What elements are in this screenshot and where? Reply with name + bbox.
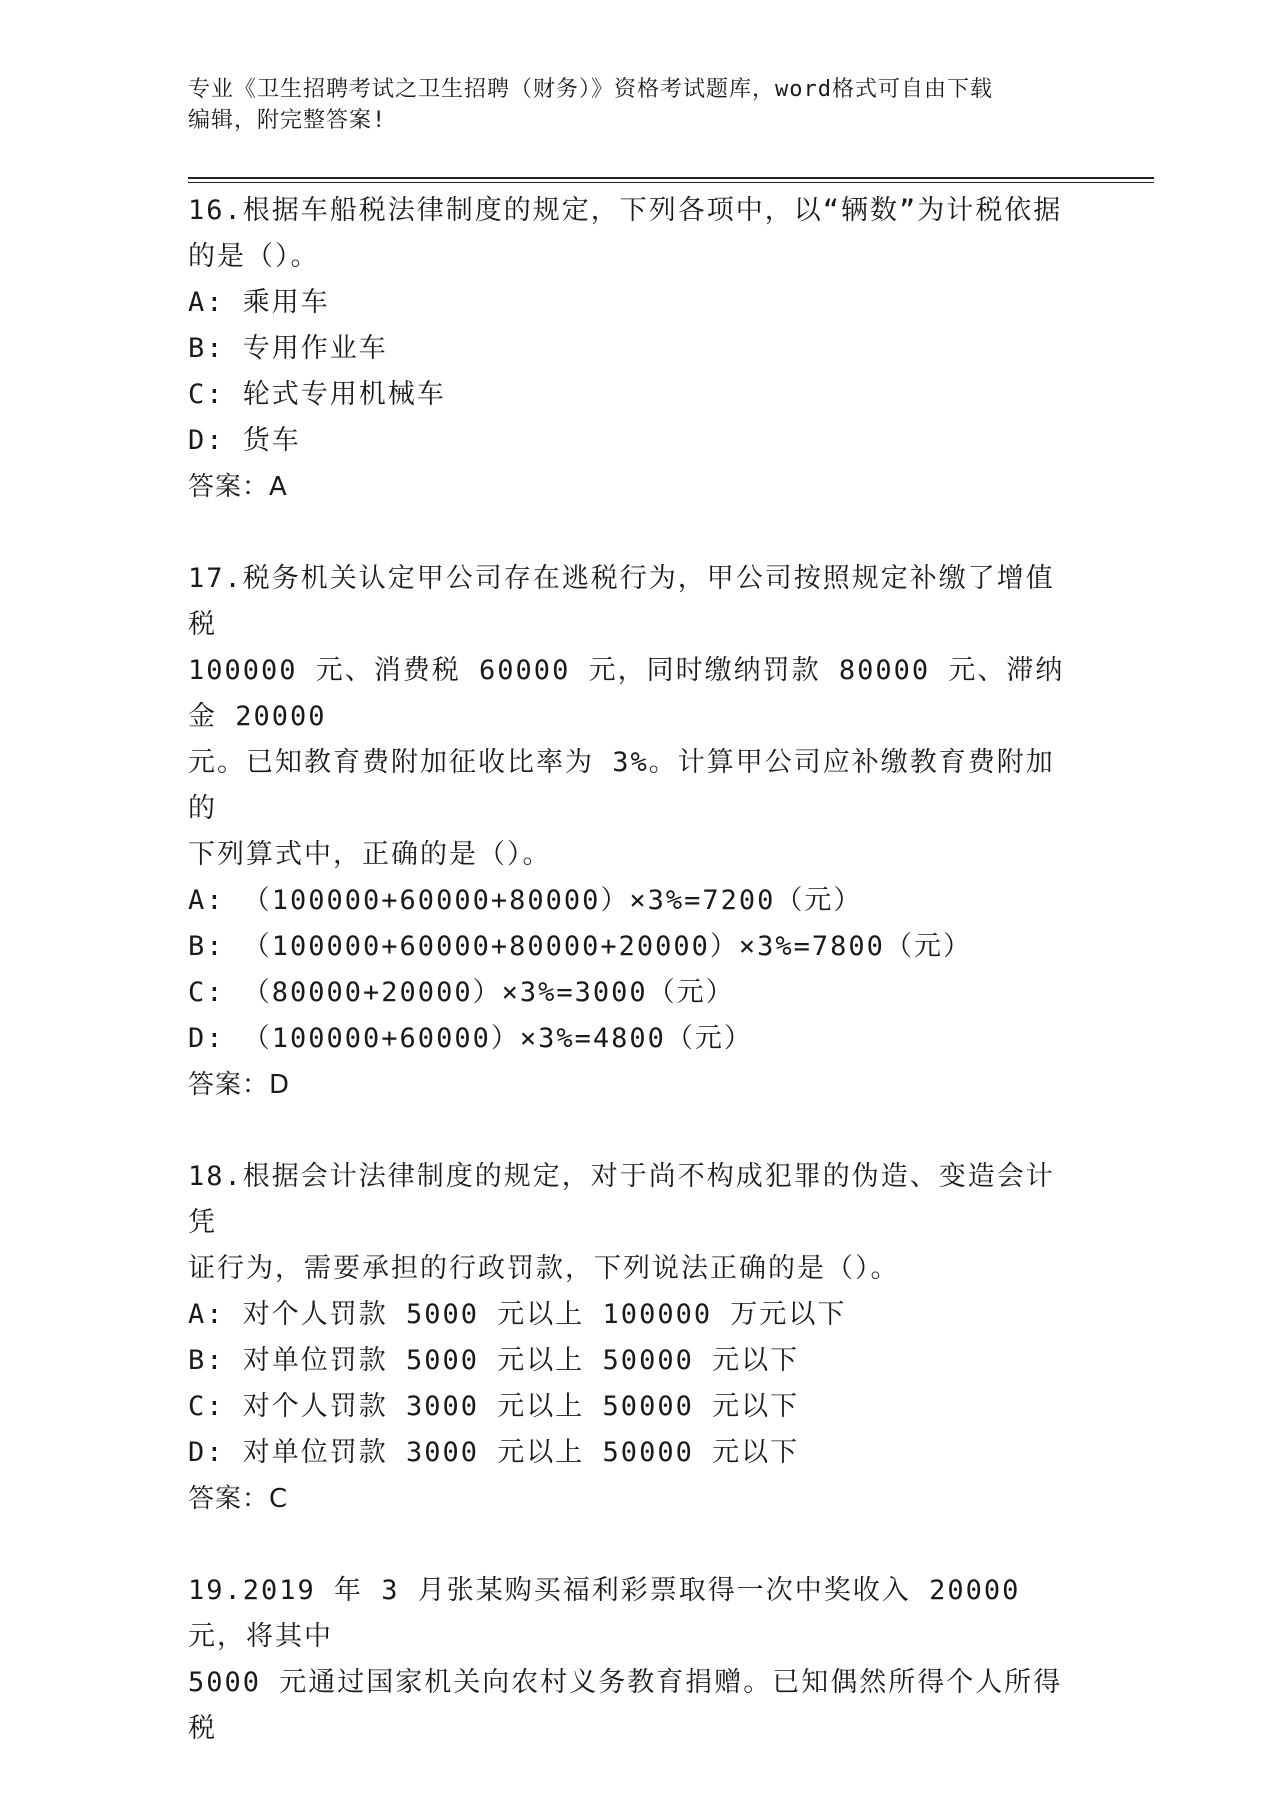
option-d: D: 货车 <box>188 425 301 456</box>
option-d: D: 对单位罚款 3000 元以上 50000 元以下 <box>188 1437 800 1468</box>
option-b: B: 专用作业车 <box>188 333 388 364</box>
question-stem-line: 的是（）。 <box>188 241 320 272</box>
question-stem-line: 16.根据车船税法律制度的规定，下列各项中，以“辆数”为计税依据 <box>188 195 1063 226</box>
question-18 <box>188 1154 1078 1522</box>
question-stem-line: 17.税务机关认定甲公司存在逃税行为，甲公司按照规定补缴了增值税 <box>188 563 1055 640</box>
question-stem-line: 下列算式中，正确的是（）。 <box>188 839 552 870</box>
answer-line: 答案：A <box>188 472 288 502</box>
option-b: B: （100000+60000+80000+20000）×3%=7800（元） <box>188 931 972 962</box>
option-a: A: （100000+60000+80000）×3%=7200（元） <box>188 885 863 916</box>
option-a: A: 乘用车 <box>188 287 330 318</box>
question-stem-line: 元。已知教育费附加征收比率为 3%。计算甲公司应补缴教育费附加的 <box>188 747 1055 824</box>
question-19 <box>188 1568 1078 1752</box>
option-c: C: 对个人罚款 3000 元以上 50000 元以下 <box>188 1391 800 1422</box>
question-16 <box>188 188 1078 510</box>
question-stem-line: 100000 元、消费税 60000 元，同时缴纳罚款 80000 元、滞纳金 20000 <box>188 655 1065 732</box>
header-rule-thick <box>188 177 1154 179</box>
question-list <box>188 188 1078 1798</box>
document-header <box>188 74 1068 136</box>
answer-line: 答案：D <box>188 1070 291 1100</box>
question-stem-line: 19.2019 年 3 月张某购买福利彩票取得一次中奖收入 20000 元，将其中 <box>188 1575 1021 1652</box>
option-b: B: 对单位罚款 5000 元以上 50000 元以下 <box>188 1345 800 1376</box>
question-17 <box>188 556 1078 1108</box>
question-stem-line: 证行为，需要承担的行政罚款，下列说法正确的是（）。 <box>188 1253 900 1284</box>
question-stem-line: 18.根据会计法律制度的规定，对于尚不构成犯罪的伪造、变造会计凭 <box>188 1161 1055 1238</box>
question-stem-line: 5000 元通过国家机关向农村义务教育捐赠。已知偶然所得个人所得税 <box>188 1667 1063 1744</box>
header-line-1: 专业《卫生招聘考试之卫生招聘（财务）》资格考试题库，word格式可自由下载 <box>188 77 993 102</box>
option-d: D: （100000+60000）×3%=4800（元） <box>188 1023 753 1054</box>
option-c: C: 轮式专用机械车 <box>188 379 446 410</box>
answer-line: 答案：C <box>188 1484 289 1514</box>
option-a: A: 对个人罚款 5000 元以上 100000 万元以下 <box>188 1299 847 1330</box>
header-rule-thin <box>188 182 1154 183</box>
header-line-2: 编辑，附完整答案! <box>188 108 387 133</box>
option-c: C: （80000+20000）×3%=3000（元） <box>188 977 735 1008</box>
